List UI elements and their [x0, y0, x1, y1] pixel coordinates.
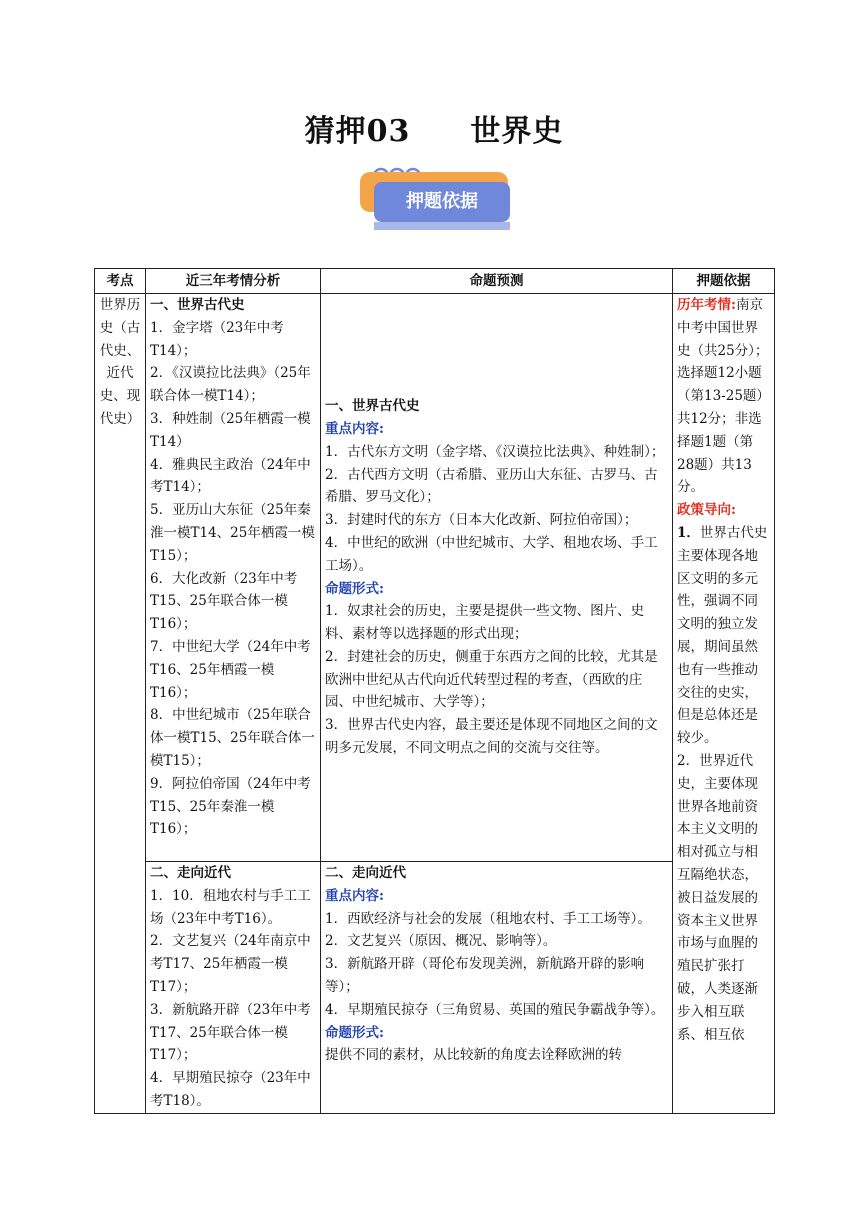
prediction-cell-modern	[321, 862, 673, 1114]
list-item: 4．雅典民主政治（24年中考T14）；	[150, 456, 311, 496]
list-item: 4．中世纪的欧洲（中世纪城市、大学、租地农场、手工工场）。	[325, 534, 658, 574]
list-item: 1．古代东方文明（金字塔、《汉谟拉比法典》、种姓制）；	[325, 443, 665, 460]
list-item: 1．奴隶社会的历史，主要是提供一些文物、图片、史料、素材等以选择题的形式出现；	[325, 603, 645, 643]
list-item: 5．亚历山大东征（25年秦淮一模T14、25年栖霞一模T15）；	[150, 502, 315, 564]
list-item: 2．封建社会的历史，侧重于东西方之间的比较，尤其是欧洲中世纪从古代向近代转型过程的考查，（西欧的庄园、中世纪城市、大学等）；	[325, 648, 658, 711]
list-item: 8．中世纪城市（25年联合体一模T15、25年联合体一模T15）；	[150, 707, 315, 769]
list-item: 3．世界古代史内容，最主要还是体现不同地区之间的文明多元发展，不同文明点之间的交流与交往等。	[325, 717, 658, 757]
basis-text-1: 南京中考中国世界史（共25分）；选择题12小题（第13-25题）共12分；非选择题1题（第28题）共13分。	[677, 297, 770, 496]
analysis-sec1-title: 一、世界古代史	[150, 297, 245, 313]
prediction-sec2-title: 二、走向近代	[325, 865, 406, 881]
prediction-sec1-key-label: 重点内容:	[325, 420, 384, 437]
prediction-sec2-key-label: 重点内容:	[325, 887, 384, 904]
list-item	[677, 522, 770, 750]
list-item: 2．《汉谟拉比法典》（25年联合体一模T14）；	[150, 365, 311, 405]
list-item: 7．中世纪大学（24年中考T16、25年栖霞一模T16）；	[150, 638, 311, 701]
analysis-cell-modern	[146, 862, 321, 1114]
basis-red-label-2: 政策导向:	[677, 502, 736, 519]
list-item: 1．金字塔（23年中考T14）；	[150, 319, 284, 359]
header-prediction: 命题预测	[321, 269, 673, 294]
analysis-cell-ancient	[146, 294, 321, 862]
list-item: 2．文艺复兴（24年南京中考T17、25年栖霞一模T17）；	[150, 933, 311, 995]
list-item: 9．阿拉伯帝国（24年中考T15、25年秦淮一模T16）；	[150, 775, 311, 838]
list-item: 2．古代西方文明（古希腊、亚历山大东征、古罗马、古希腊、罗马文化）；	[325, 466, 658, 506]
header-kaodian: 考点	[95, 269, 146, 294]
list-item: 1．西欧经济与社会的发展（租地农村、手工工场等）。	[325, 910, 651, 927]
basis-cell	[673, 294, 775, 1114]
basis-item1-text: 世界古代史主要体现各地区文明的多元性，强调不同文明的独立发展，期间虽然也有一些推动交往的史实，但是总体还是较少。	[677, 524, 768, 747]
list-item: 3．封建时代的东方（日本大化改新、阿拉伯帝国）；	[325, 512, 638, 529]
prediction-table	[94, 268, 775, 1114]
kaodian-cell: 世界历史（古代史、近代史、现代史）	[95, 294, 146, 1114]
prediction-sec2-form-label: 命题形式:	[325, 1024, 384, 1041]
list-item: 4．早期殖民掠夺（三角贸易、英国的殖民争霸战争等）。	[325, 1001, 665, 1018]
header-basis: 押题依据	[673, 269, 775, 294]
badge-underline	[374, 222, 510, 230]
analysis-sec2-title: 二、走向近代	[150, 865, 231, 881]
page-title	[0, 106, 868, 150]
table-header-row	[95, 269, 775, 294]
list-item: 4．早期殖民掠夺（23年中考T18）。	[150, 1070, 311, 1109]
prediction-sec2-form-text: 提供不同的素材，从比较新的角度去诠释欧洲的转	[325, 1047, 622, 1064]
list-item: 1．10．租地农村与手工工场（23年中考T16）。	[150, 887, 311, 927]
badge-label: 押题依据	[374, 182, 510, 222]
basis-item1-num: 1．	[677, 524, 700, 541]
prediction-sec1-form-label: 命题形式:	[325, 580, 384, 597]
page-title-sub: 世界史	[470, 114, 564, 149]
list-item: 3．新航路开辟（23年中考T17、25年联合体一模T17）；	[150, 1001, 311, 1064]
list-item: 3．新航路开辟（哥伦布发现美洲，新航路开辟的影响等）；	[325, 956, 645, 995]
table-row	[95, 294, 775, 862]
section-badge	[360, 160, 512, 232]
header-analysis: 近三年考情分析	[146, 269, 321, 294]
list-item: 6．大化改新（23年中考T15、25年联合体一模T16）；	[150, 570, 298, 633]
list-item: 3．种姓制（25年栖霞一模T14）	[150, 410, 311, 450]
list-item: 2．世界近代史，主要体现世界各地前资本主义文明的相对孤立与相互隔绝状态，被日益发展的资本主义世界市场与血腥的殖民扩张打破，人类逐渐步入相互联系、相互依	[677, 752, 758, 1043]
prediction-sec1-title: 一、世界古代史	[325, 398, 420, 415]
prediction-cell-ancient	[321, 294, 673, 862]
page-title-main: 猜押03	[304, 114, 411, 149]
list-item: 2．文艺复兴（原因、概况、影响等）。	[325, 933, 557, 950]
basis-red-label-1: 历年考情:	[677, 297, 736, 313]
